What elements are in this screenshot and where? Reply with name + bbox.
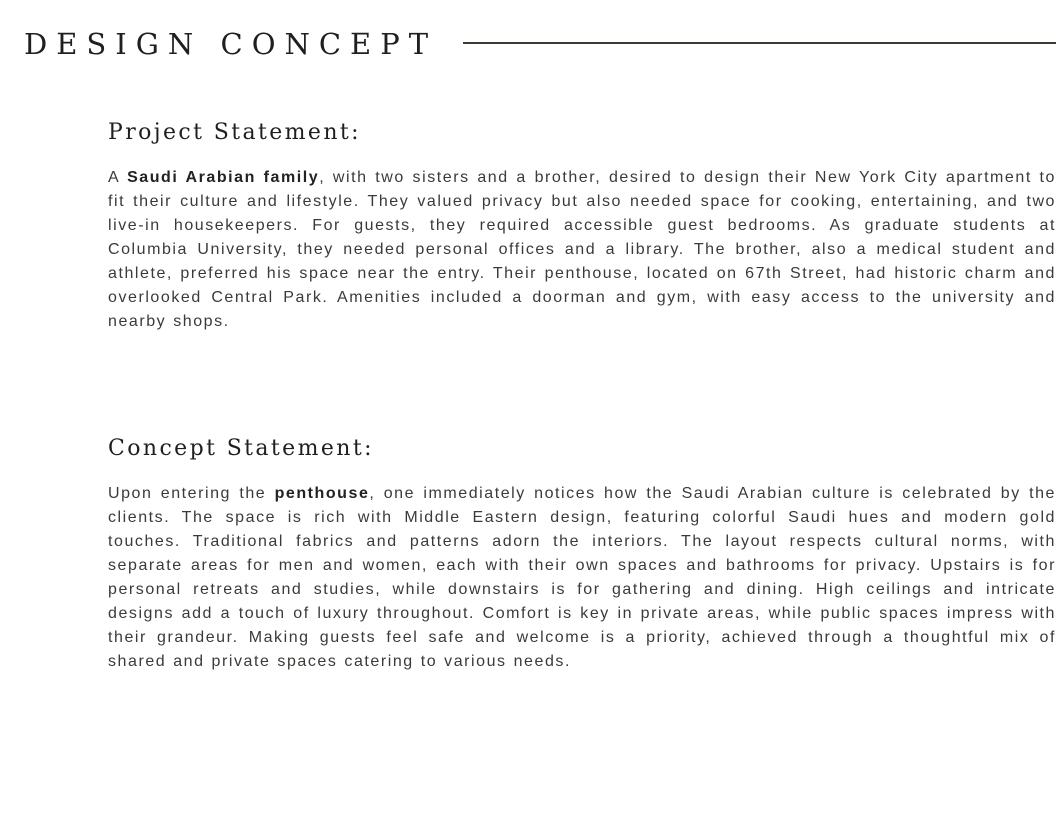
project-statement-highlight: Saudi Arabian family — [127, 169, 320, 186]
concept-statement-section — [108, 434, 1056, 674]
concept-statement-highlight: penthouse — [274, 485, 370, 502]
project-statement-text: , with two sisters and a brother, desired to design their New York City apartment to fit their culture and lifestyle. They valued privacy but also needed space for cooking, entertaining, and two live-in housekeepers. For guests, they required accessible guest bedrooms. As graduate students at Columbia University, they needed personal offices and a library. The brother, also a medical student and athlete, preferred his space near the entry. Their penthouse, located on 67th Street, had historic charm and overlooked Central Park. Amenities included a doorman and gym, with easy access to the university and nearby shops. — [108, 169, 1056, 330]
project-statement-body — [108, 166, 1056, 334]
project-statement-intro: A — [108, 169, 128, 186]
project-statement-heading: Project Statement: — [108, 120, 361, 145]
page-header — [0, 0, 1056, 90]
project-statement-section — [108, 118, 1056, 334]
concept-statement-intro: Upon entering the — [108, 485, 275, 502]
concept-statement-heading: Concept Statement: — [108, 436, 374, 461]
concept-statement-body — [108, 482, 1056, 674]
title-divider-line — [463, 42, 1056, 44]
concept-statement-text: , one immediately notices how the Saudi Arabian culture is celebrated by the clients. The space is rich with Middle Eastern design, featuring colorful Saudi hues and modern gold touches. Traditional fabrics and patterns adorn the interiors. The layout respects cultural norms, with separate areas for men and women, each with their own spaces and bathrooms for privacy. Upstairs is for personal retreats and studies, while downstairs is for gathering and dining. High ceilings and intricate designs add a touch of luxury throughout. Comfort is key in private areas, while public spaces impress with their grandeur. Making guests feel safe and welcome is a priority, achieved through a thoughtful mix of shared and private spaces catering to various needs. — [108, 485, 1056, 670]
page-title: DESIGN CONCEPT — [24, 27, 438, 61]
